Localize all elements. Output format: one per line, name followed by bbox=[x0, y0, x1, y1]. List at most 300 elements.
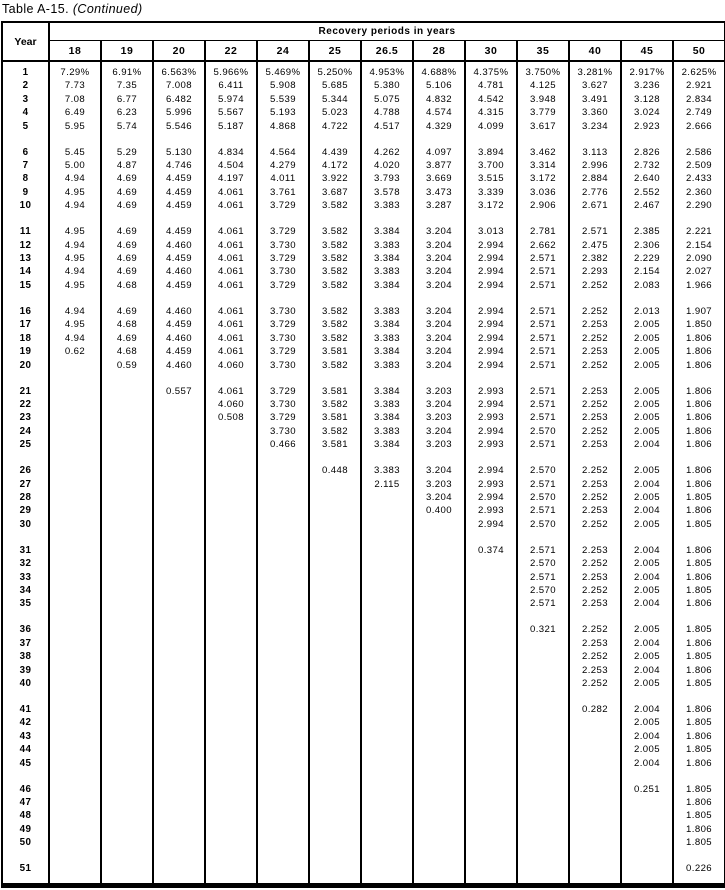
value-cell: 2.005 bbox=[621, 491, 673, 504]
value-cell bbox=[49, 703, 101, 716]
value-cell bbox=[205, 557, 257, 570]
spacer-cell bbox=[413, 850, 465, 863]
table-row bbox=[2, 743, 725, 756]
value-cell bbox=[205, 438, 257, 451]
value-cell: 1.805 bbox=[673, 677, 725, 690]
value-cell: 3.236 bbox=[621, 79, 673, 92]
value-cell: 1.806 bbox=[673, 703, 725, 716]
value-cell: 2.290 bbox=[673, 199, 725, 212]
value-cell: 2.994 bbox=[465, 279, 517, 292]
period-header: 24 bbox=[257, 41, 309, 62]
value-cell bbox=[153, 518, 205, 531]
value-cell bbox=[153, 464, 205, 477]
value-cell: 2.090 bbox=[673, 252, 725, 265]
value-cell bbox=[257, 623, 309, 636]
year-cell: 33 bbox=[19, 571, 32, 583]
year-cell: 49 bbox=[19, 823, 32, 835]
value-cell: 1.806 bbox=[673, 411, 725, 424]
value-cell bbox=[205, 716, 257, 729]
value-cell: 4.460 bbox=[153, 359, 205, 372]
spacer-cell bbox=[465, 876, 517, 886]
year-cell: 32 bbox=[19, 558, 32, 570]
year-cell: 17 bbox=[19, 319, 32, 331]
value-cell: 6.77 bbox=[101, 93, 153, 106]
value-cell bbox=[517, 716, 569, 729]
spacer-cell bbox=[465, 372, 517, 385]
value-cell: 1.806 bbox=[673, 345, 725, 358]
value-cell bbox=[413, 730, 465, 743]
year-cell: 5 bbox=[22, 120, 29, 132]
value-cell: 3.582 bbox=[309, 199, 361, 212]
value-cell: 3.582 bbox=[309, 332, 361, 345]
value-cell: 4.788 bbox=[361, 106, 413, 119]
value-cell: 4.315 bbox=[465, 106, 517, 119]
value-cell bbox=[49, 796, 101, 809]
value-cell: 2.781 bbox=[517, 225, 569, 238]
spacer-cell bbox=[673, 611, 725, 624]
value-cell: 2.571 bbox=[517, 345, 569, 358]
value-cell: 1.805 bbox=[673, 584, 725, 597]
spacer-cell bbox=[49, 213, 101, 226]
value-cell: 4.504 bbox=[205, 159, 257, 172]
value-cell bbox=[205, 677, 257, 690]
value-cell: 4.020 bbox=[361, 159, 413, 172]
value-cell bbox=[465, 597, 517, 610]
value-cell bbox=[101, 730, 153, 743]
year-cell: 13 bbox=[19, 253, 32, 265]
value-cell: 2.004 bbox=[621, 664, 673, 677]
value-cell bbox=[361, 544, 413, 557]
value-cell: 1.806 bbox=[673, 385, 725, 398]
value-cell bbox=[569, 783, 621, 796]
spacer-cell bbox=[413, 876, 465, 886]
value-cell: 4.94 bbox=[49, 239, 101, 252]
value-cell: 0.62 bbox=[49, 345, 101, 358]
year-cell: 42 bbox=[19, 717, 32, 729]
value-cell: 3.948 bbox=[517, 93, 569, 106]
value-cell bbox=[257, 703, 309, 716]
value-cell: 6.411 bbox=[205, 79, 257, 92]
value-cell: 2.571 bbox=[517, 385, 569, 398]
value-cell bbox=[153, 398, 205, 411]
value-cell bbox=[465, 809, 517, 822]
value-cell: 4.69 bbox=[101, 199, 153, 212]
value-cell: 2.154 bbox=[621, 265, 673, 278]
value-cell: 5.023 bbox=[309, 106, 361, 119]
spacer-cell bbox=[2, 372, 49, 385]
table-header bbox=[2, 22, 725, 61]
value-cell: 2.994 bbox=[465, 359, 517, 372]
value-cell: 4.061 bbox=[205, 305, 257, 318]
table-row bbox=[2, 385, 725, 398]
value-cell bbox=[361, 597, 413, 610]
spacer-cell bbox=[153, 850, 205, 863]
value-cell bbox=[569, 716, 621, 729]
spacer-cell bbox=[621, 531, 673, 544]
value-cell: 3.204 bbox=[413, 279, 465, 292]
value-cell: 2.293 bbox=[569, 265, 621, 278]
value-cell: 2.834 bbox=[673, 93, 725, 106]
value-cell bbox=[361, 623, 413, 636]
spacer-cell bbox=[257, 611, 309, 624]
value-cell bbox=[101, 385, 153, 398]
value-cell: 4.459 bbox=[153, 279, 205, 292]
value-cell: 0.400 bbox=[413, 504, 465, 517]
value-cell bbox=[205, 703, 257, 716]
year-cell: 40 bbox=[19, 678, 32, 689]
value-cell: 2.252 bbox=[569, 650, 621, 663]
spacer-cell bbox=[517, 770, 569, 783]
spacer-cell bbox=[2, 133, 49, 146]
spacer-cell bbox=[621, 611, 673, 624]
value-cell bbox=[101, 571, 153, 584]
value-cell: 3.204 bbox=[413, 332, 465, 345]
value-cell: 4.87 bbox=[101, 159, 153, 172]
value-cell: 2.571 bbox=[517, 265, 569, 278]
spacer-cell bbox=[517, 133, 569, 146]
value-cell bbox=[309, 823, 361, 836]
value-cell bbox=[205, 823, 257, 836]
value-cell: 1.806 bbox=[673, 438, 725, 451]
spacer-cell bbox=[621, 213, 673, 226]
spacer-cell bbox=[205, 213, 257, 226]
spacer-cell bbox=[205, 611, 257, 624]
period-header: 30 bbox=[465, 41, 517, 62]
spacer-cell bbox=[205, 292, 257, 305]
value-cell: 2.570 bbox=[517, 557, 569, 570]
value-cell: 5.74 bbox=[101, 120, 153, 133]
value-cell bbox=[309, 783, 361, 796]
year-cell: 43 bbox=[19, 730, 32, 742]
value-cell bbox=[257, 491, 309, 504]
table-row bbox=[2, 279, 725, 292]
value-cell: 2.004 bbox=[621, 637, 673, 650]
spacer-cell bbox=[621, 372, 673, 385]
value-cell: 5.344 bbox=[309, 93, 361, 106]
value-cell bbox=[49, 359, 101, 372]
value-cell bbox=[413, 703, 465, 716]
value-cell bbox=[413, 823, 465, 836]
value-cell: 3.203 bbox=[413, 438, 465, 451]
value-cell bbox=[153, 637, 205, 650]
year-cell: 22 bbox=[19, 398, 32, 410]
spacer-cell bbox=[257, 531, 309, 544]
spacer-cell bbox=[101, 292, 153, 305]
value-cell bbox=[49, 637, 101, 650]
value-cell bbox=[569, 757, 621, 770]
spacer-cell bbox=[621, 452, 673, 465]
value-cell: 3.729 bbox=[257, 225, 309, 238]
value-cell: 3.729 bbox=[257, 345, 309, 358]
spacer-cell bbox=[569, 876, 621, 886]
value-cell: 2.994 bbox=[465, 518, 517, 531]
spacer-cell bbox=[621, 850, 673, 863]
table-row bbox=[2, 809, 725, 822]
value-cell: 3.729 bbox=[257, 385, 309, 398]
value-cell: 0.508 bbox=[205, 411, 257, 424]
value-cell bbox=[49, 571, 101, 584]
value-cell: 3.779 bbox=[517, 106, 569, 119]
value-cell: 2.004 bbox=[621, 703, 673, 716]
value-cell: 5.546 bbox=[153, 120, 205, 133]
value-cell: 2.640 bbox=[621, 172, 673, 185]
year-cell: 29 bbox=[19, 505, 32, 517]
value-cell: 1.806 bbox=[673, 757, 725, 770]
value-cell: 3.203 bbox=[413, 478, 465, 491]
value-cell bbox=[257, 809, 309, 822]
value-cell bbox=[361, 757, 413, 770]
value-cell: 4.197 bbox=[205, 172, 257, 185]
value-cell: 3.383 bbox=[361, 359, 413, 372]
value-cell bbox=[309, 544, 361, 557]
value-cell bbox=[257, 743, 309, 756]
year-cell: 15 bbox=[19, 279, 32, 291]
value-cell: 4.060 bbox=[205, 398, 257, 411]
value-cell: 1.806 bbox=[673, 544, 725, 557]
year-cell: 25 bbox=[19, 439, 32, 451]
value-cell: 2.005 bbox=[621, 398, 673, 411]
value-cell bbox=[413, 664, 465, 677]
year-cell: 2 bbox=[22, 80, 29, 92]
value-cell: 7.73 bbox=[49, 79, 101, 92]
spacer-cell bbox=[309, 876, 361, 886]
value-cell: 6.482 bbox=[153, 93, 205, 106]
spacer-cell bbox=[153, 372, 205, 385]
value-cell: 0.251 bbox=[621, 783, 673, 796]
value-cell bbox=[465, 557, 517, 570]
value-cell: 3.730 bbox=[257, 332, 309, 345]
value-cell: 6.91% bbox=[101, 66, 153, 79]
value-cell: 0.466 bbox=[257, 438, 309, 451]
value-cell bbox=[257, 478, 309, 491]
value-cell bbox=[621, 862, 673, 875]
value-cell: 2.994 bbox=[465, 318, 517, 331]
value-cell bbox=[465, 823, 517, 836]
value-cell bbox=[205, 518, 257, 531]
value-cell: 3.204 bbox=[413, 239, 465, 252]
spacer-cell bbox=[413, 531, 465, 544]
value-cell: 5.380 bbox=[361, 79, 413, 92]
year-cell: 45 bbox=[19, 757, 32, 769]
value-cell bbox=[49, 623, 101, 636]
spacer-cell bbox=[517, 372, 569, 385]
table-row bbox=[2, 703, 725, 716]
value-cell bbox=[361, 584, 413, 597]
value-cell bbox=[153, 664, 205, 677]
spacer-cell bbox=[413, 611, 465, 624]
value-cell bbox=[361, 571, 413, 584]
table-row bbox=[2, 345, 725, 358]
table-row bbox=[2, 504, 725, 517]
period-header: 35 bbox=[517, 41, 569, 62]
spacer-row bbox=[2, 133, 725, 146]
value-cell bbox=[49, 385, 101, 398]
value-cell: 2.732 bbox=[621, 159, 673, 172]
table-row bbox=[2, 186, 725, 199]
value-cell: 4.459 bbox=[153, 345, 205, 358]
value-cell: 2.571 bbox=[517, 544, 569, 557]
value-cell: 4.95 bbox=[49, 186, 101, 199]
value-cell bbox=[309, 664, 361, 677]
value-cell: 2.552 bbox=[621, 186, 673, 199]
value-cell: 2.253 bbox=[569, 664, 621, 677]
value-cell: 1.806 bbox=[673, 796, 725, 809]
table-row bbox=[2, 265, 725, 278]
value-cell: 4.68 bbox=[101, 279, 153, 292]
value-cell bbox=[257, 571, 309, 584]
value-cell: 3.730 bbox=[257, 239, 309, 252]
value-cell: 2.662 bbox=[517, 239, 569, 252]
value-cell: 2.252 bbox=[569, 677, 621, 690]
spacer-cell bbox=[49, 531, 101, 544]
value-cell: 2.004 bbox=[621, 544, 673, 557]
year-cell: 30 bbox=[19, 518, 32, 530]
spacer-cell bbox=[153, 213, 205, 226]
value-cell bbox=[49, 557, 101, 570]
value-cell bbox=[361, 504, 413, 517]
value-cell: 2.993 bbox=[465, 504, 517, 517]
value-cell: 5.996 bbox=[153, 106, 205, 119]
value-cell: 2.252 bbox=[569, 425, 621, 438]
value-cell: 5.974 bbox=[205, 93, 257, 106]
value-cell bbox=[465, 637, 517, 650]
table-row bbox=[2, 66, 725, 79]
value-cell: 4.460 bbox=[153, 265, 205, 278]
value-cell: 3.687 bbox=[309, 186, 361, 199]
spacer-cell bbox=[569, 213, 621, 226]
value-cell bbox=[361, 677, 413, 690]
year-cell: 16 bbox=[19, 305, 32, 317]
value-cell bbox=[153, 757, 205, 770]
value-cell: 4.125 bbox=[517, 79, 569, 92]
value-cell: 2.360 bbox=[673, 186, 725, 199]
spacer-cell bbox=[569, 452, 621, 465]
spacer-cell bbox=[413, 770, 465, 783]
value-cell: 2.004 bbox=[621, 571, 673, 584]
value-cell: 3.582 bbox=[309, 359, 361, 372]
value-cell: 4.953% bbox=[361, 66, 413, 79]
value-cell: 0.226 bbox=[673, 862, 725, 875]
value-cell bbox=[361, 796, 413, 809]
spacer-cell bbox=[569, 690, 621, 703]
value-cell: 4.279 bbox=[257, 159, 309, 172]
spacer-cell bbox=[153, 133, 205, 146]
spacer-cell bbox=[413, 372, 465, 385]
value-cell bbox=[621, 836, 673, 849]
value-cell bbox=[309, 597, 361, 610]
value-cell bbox=[49, 411, 101, 424]
value-cell: 2.509 bbox=[673, 159, 725, 172]
spacer-cell bbox=[569, 850, 621, 863]
spacer-cell bbox=[257, 133, 309, 146]
value-cell bbox=[101, 518, 153, 531]
value-cell bbox=[153, 836, 205, 849]
value-cell: 2.571 bbox=[517, 438, 569, 451]
value-cell bbox=[101, 411, 153, 424]
value-cell: 3.383 bbox=[361, 199, 413, 212]
spacer-cell bbox=[673, 452, 725, 465]
value-cell bbox=[413, 836, 465, 849]
spacer-cell bbox=[101, 770, 153, 783]
value-cell: 3.128 bbox=[621, 93, 673, 106]
value-cell: 3.203 bbox=[413, 411, 465, 424]
value-cell: 3.581 bbox=[309, 385, 361, 398]
value-cell: 2.993 bbox=[465, 438, 517, 451]
value-cell bbox=[153, 796, 205, 809]
value-cell: 3.730 bbox=[257, 425, 309, 438]
value-cell bbox=[101, 664, 153, 677]
recovery-periods-group-header: Recovery periods in years bbox=[49, 22, 725, 41]
value-cell bbox=[361, 664, 413, 677]
value-cell bbox=[413, 518, 465, 531]
table-row bbox=[2, 584, 725, 597]
year-cell: 24 bbox=[19, 425, 32, 437]
value-cell bbox=[49, 597, 101, 610]
value-cell bbox=[49, 425, 101, 438]
year-cell: 37 bbox=[19, 637, 32, 649]
table-row bbox=[2, 637, 725, 650]
value-cell: 2.666 bbox=[673, 120, 725, 133]
value-cell: 4.69 bbox=[101, 265, 153, 278]
value-cell bbox=[465, 664, 517, 677]
value-cell: 4.834 bbox=[205, 146, 257, 159]
value-cell bbox=[153, 425, 205, 438]
value-cell: 2.571 bbox=[569, 225, 621, 238]
value-cell: 3.581 bbox=[309, 345, 361, 358]
table-row bbox=[2, 239, 725, 252]
value-cell: 2.571 bbox=[517, 252, 569, 265]
period-header: 18 bbox=[49, 41, 101, 62]
value-cell: 1.966 bbox=[673, 279, 725, 292]
value-cell bbox=[205, 664, 257, 677]
value-cell bbox=[465, 836, 517, 849]
spacer-cell bbox=[465, 850, 517, 863]
value-cell: 4.574 bbox=[413, 106, 465, 119]
value-cell: 2.571 bbox=[517, 478, 569, 491]
value-cell bbox=[413, 677, 465, 690]
value-cell: 2.004 bbox=[621, 504, 673, 517]
value-cell: 3.730 bbox=[257, 398, 309, 411]
year-cell: 3 bbox=[22, 93, 29, 105]
value-cell bbox=[413, 544, 465, 557]
value-cell: 7.35 bbox=[101, 79, 153, 92]
spacer-cell bbox=[205, 452, 257, 465]
value-cell bbox=[309, 623, 361, 636]
value-cell: 2.005 bbox=[621, 332, 673, 345]
spacer-cell bbox=[309, 292, 361, 305]
value-cell bbox=[465, 716, 517, 729]
spacer-cell bbox=[361, 611, 413, 624]
value-cell: 2.252 bbox=[569, 557, 621, 570]
value-cell bbox=[465, 757, 517, 770]
value-cell bbox=[361, 716, 413, 729]
value-cell: 3.462 bbox=[517, 146, 569, 159]
value-cell: 3.287 bbox=[413, 199, 465, 212]
value-cell: 3.113 bbox=[569, 146, 621, 159]
value-cell: 3.204 bbox=[413, 345, 465, 358]
value-cell: 4.459 bbox=[153, 199, 205, 212]
value-cell bbox=[205, 796, 257, 809]
value-cell: 4.95 bbox=[49, 252, 101, 265]
value-cell: 6.563% bbox=[153, 66, 205, 79]
year-cell: 27 bbox=[19, 478, 32, 490]
value-cell: 4.94 bbox=[49, 265, 101, 278]
value-cell bbox=[309, 571, 361, 584]
spacer-cell bbox=[101, 531, 153, 544]
value-cell bbox=[205, 783, 257, 796]
period-header: 26.5 bbox=[361, 41, 413, 62]
spacer-cell bbox=[517, 452, 569, 465]
